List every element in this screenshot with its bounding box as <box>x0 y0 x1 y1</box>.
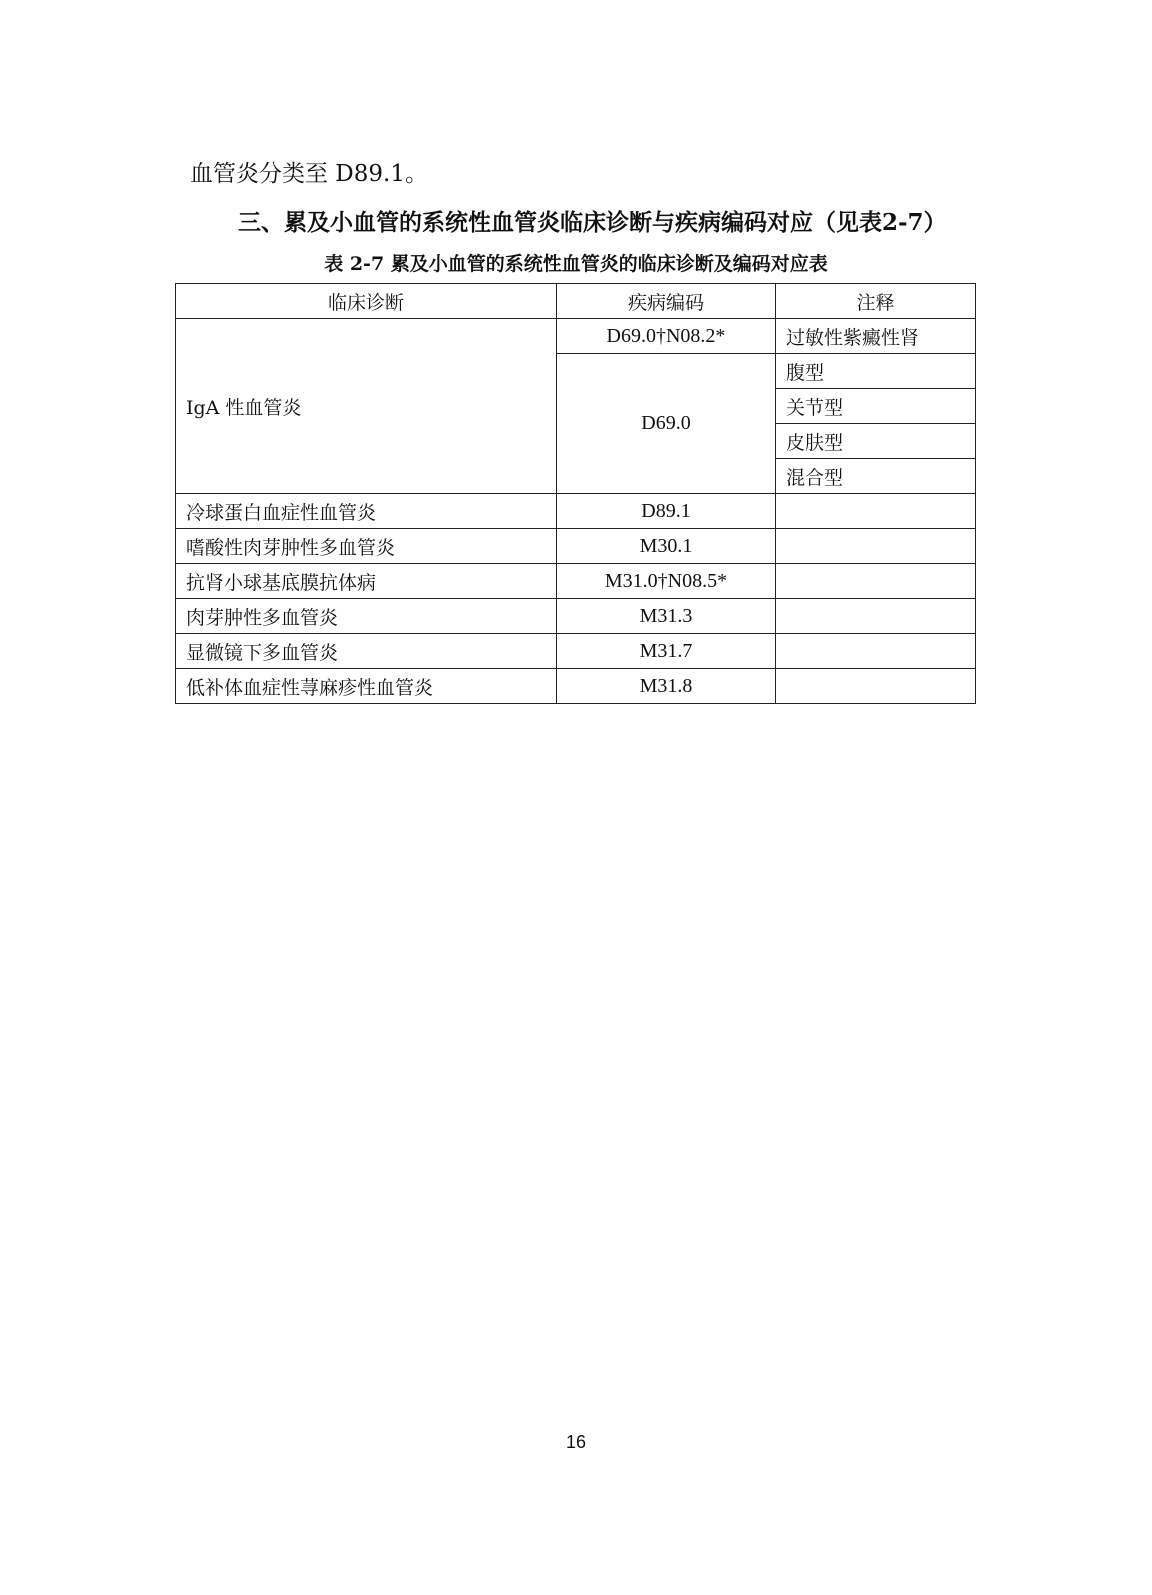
table-row <box>176 564 976 599</box>
table-row <box>176 634 976 669</box>
cell-code: M31.0†N08.5* <box>557 564 776 599</box>
cell-note <box>776 634 976 669</box>
cell-diagnosis: 低补体血症性荨麻疹性血管炎 <box>176 669 557 704</box>
diagnosis-code-table <box>175 283 976 704</box>
cell-note-iga: 皮肤型 <box>776 424 976 459</box>
header-diagnosis: 临床诊断 <box>176 284 557 319</box>
cell-code: M31.7 <box>557 634 776 669</box>
cell-note-iga: 混合型 <box>776 459 976 494</box>
cell-note <box>776 599 976 634</box>
cell-note <box>776 529 976 564</box>
cell-code: D89.1 <box>557 494 776 529</box>
cell-note-iga-kidney: 过敏性紫癜性肾 <box>776 319 976 354</box>
body-paragraph: 血管炎分类至 D89.1。 <box>190 161 428 187</box>
cell-diagnosis-iga: IgA 性血管炎 <box>176 319 557 494</box>
cell-code-iga-kidney: D69.0†N08.2* <box>557 319 776 354</box>
table-row <box>176 319 976 354</box>
header-code: 疾病编码 <box>557 284 776 319</box>
table-row <box>176 494 976 529</box>
cell-code-iga: D69.0 <box>557 354 776 494</box>
cell-note <box>776 564 976 599</box>
header-note: 注释 <box>776 284 976 319</box>
table-row <box>176 669 976 704</box>
cell-diagnosis: 嗜酸性肉芽肿性多血管炎 <box>176 529 557 564</box>
cell-diagnosis: 冷球蛋白血症性血管炎 <box>176 494 557 529</box>
table-row <box>176 529 976 564</box>
cell-code: M30.1 <box>557 529 776 564</box>
page-number: 16 <box>565 1432 587 1452</box>
cell-code: M31.8 <box>557 669 776 704</box>
cell-diagnosis: 显微镜下多血管炎 <box>176 634 557 669</box>
section-heading: 三、累及小血管的系统性血管炎临床诊断与疾病编码对应（见表2-7） <box>238 209 947 236</box>
cell-note-iga: 关节型 <box>776 389 976 424</box>
table-row <box>176 599 976 634</box>
cell-code: M31.3 <box>557 599 776 634</box>
cell-diagnosis: 抗肾小球基底膜抗体病 <box>176 564 557 599</box>
table-header-row <box>176 284 976 319</box>
cell-note-iga: 腹型 <box>776 354 976 389</box>
cell-diagnosis: 肉芽肿性多血管炎 <box>176 599 557 634</box>
table-caption: 表 2-7 累及小血管的系统性血管炎的临床诊断及编码对应表 <box>324 253 828 275</box>
cell-note <box>776 669 976 704</box>
cell-note <box>776 494 976 529</box>
